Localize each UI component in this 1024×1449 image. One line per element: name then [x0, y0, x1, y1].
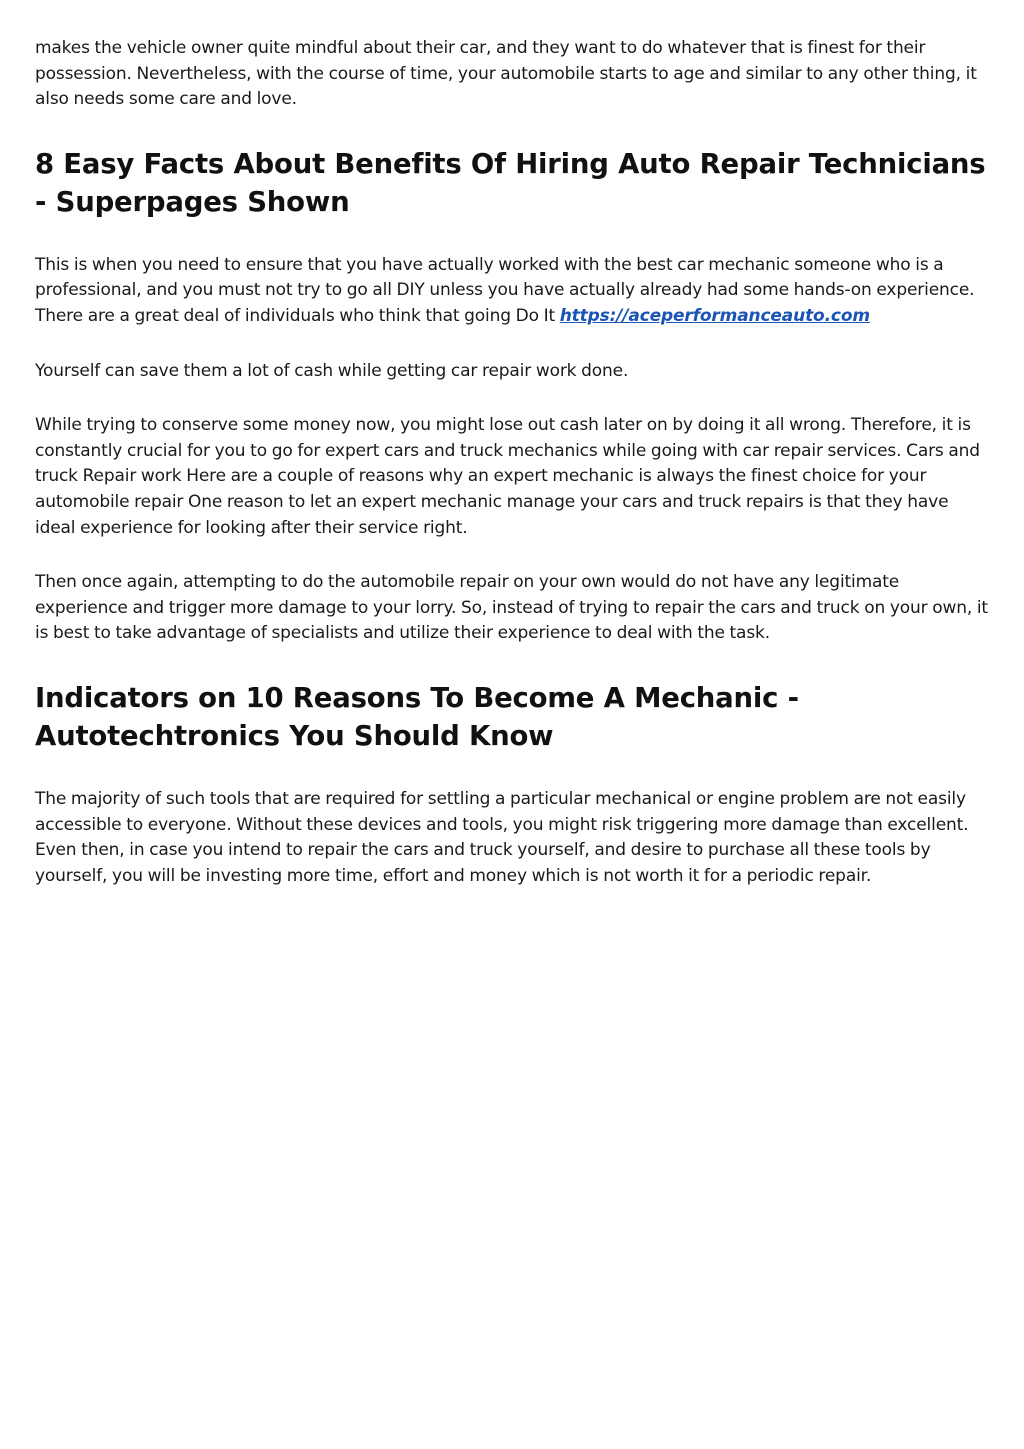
- section1-paragraph2: Yourself can save them a lot of cash while getting car repair work done.: [35, 360, 629, 381]
- section1-paragraph3: While trying to conserve some money now, you might lose out cash later on by doing it all wrong. Therefore, it is constantly crucial for you to go for expert cars and truck mechanics while going with car repair services. Cars and truck Repair work Here are a couple of reasons why an expert mechanic is always the finest choice for your automobile repair One reason to let an expert mechanic manage your cars and truck repairs is that they have ideal experience for looking after their service right.: [35, 415, 980, 538]
- section1-heading: 8 Easy Facts About Benefits Of Hiring Auto Repair Technicians - Superpages Shown: [35, 147, 986, 219]
- document-page: [35, 36, 993, 889]
- section2-paragraph1: The majority of such tools that are required for settling a particular mechanical or engine problem are not easily accessible to everyone. Without these devices and tools, you might risk triggering more damage than excellent. Even then, in case you intend to repair the cars and truck yourself, and desire to purchase all these tools by yourself, you will be investing more time, effort and money which is not worth it for a periodic repair.: [35, 788, 969, 886]
- aceperformanceauto-link[interactable]: https://aceperformanceauto.com: [559, 305, 870, 326]
- section2-heading: Indicators on 10 Reasons To Become A Mechanic - Autotechtronics You Should Know: [35, 681, 799, 753]
- section1-paragraph1-text: This is when you need to ensure that you have actually worked with the best car mechanic someone who is a professional, and you must not try to go all DIY unless you have actually already had some hands-on experience. There are a great deal of individuals who think that going Do It: [35, 254, 975, 326]
- section1-paragraph4: Then once again, attempting to do the automobile repair on your own would do not have any legitimate experience and trigger more damage to your lorry. So, instead of trying to repair the cars and truck on your own, it is best to take advantage of specialists and utilize their experience to deal with the task.: [35, 572, 988, 644]
- section1-paragraph1: [35, 253, 993, 330]
- intro-paragraph: makes the vehicle owner quite mindful about their car, and they want to do whatever that is finest for their possession. Nevertheless, with the course of time, your automobile starts to age and similar to any other thing, it also needs some care and love.: [35, 38, 977, 110]
